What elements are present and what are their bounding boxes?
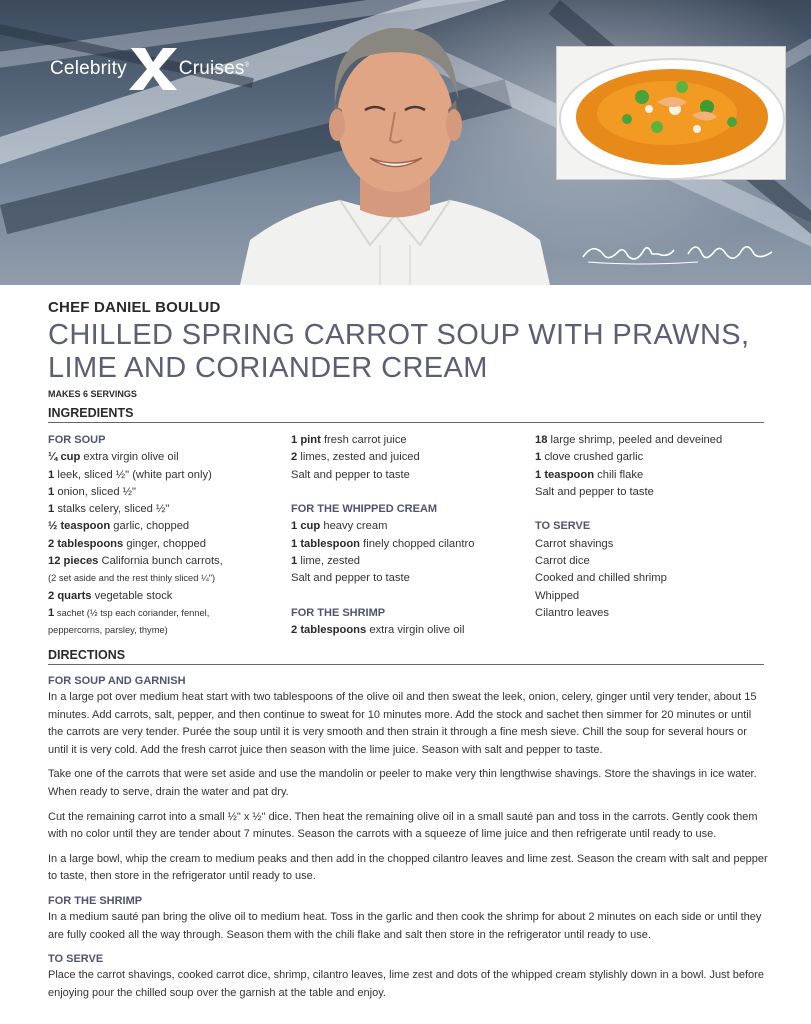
direction-paragraph: In a large bowl, whip the cream to medium peaks and then add in the chopped cilantro leaves and lime zest. Season the cream with salt and pepper to taste, then store in the refrigerator until ready to use. bbox=[48, 852, 768, 883]
ingredient-text: ginger, chopped bbox=[123, 537, 206, 550]
ingredient-quantity: 18 bbox=[535, 434, 548, 446]
directions-heading: DIRECTIONS bbox=[48, 648, 764, 665]
ingredient-line bbox=[291, 467, 521, 484]
directions-to-serve bbox=[48, 951, 768, 1002]
ingredient-line bbox=[535, 432, 775, 449]
ingredients-column-3 bbox=[535, 432, 775, 622]
ingredient-line bbox=[48, 570, 278, 587]
ingredient-quantity: 1 bbox=[48, 468, 55, 481]
soup-bowl-icon bbox=[557, 47, 786, 180]
ingredient-text: Salt and pepper to taste bbox=[291, 468, 410, 481]
ingredient-line bbox=[48, 449, 278, 466]
ingredient-text: finely chopped cilantro bbox=[360, 537, 475, 550]
ingredient-quantity: 2 quarts bbox=[48, 589, 92, 602]
ingredient-text: sachet (½ tsp each coriander, fennel, bbox=[54, 607, 210, 618]
soup-dish-photo bbox=[556, 46, 786, 180]
ingredient-text: stalks celery, sliced ½" bbox=[54, 503, 170, 516]
paragraphs-soup-and-garnish bbox=[48, 689, 768, 886]
ingredient-text: Carrot shavings bbox=[535, 537, 614, 550]
spacer bbox=[291, 484, 521, 501]
ingredient-text: leek, sliced ½" (white part only) bbox=[54, 468, 212, 481]
direction-paragraph: Cut the remaining carrot into a small ½" x ½" dice. Then heat the remaining olive oil in a small sauté pan and toss in the carrots. Gently cook them with no color until they are tender about 7 minutes. Season the carrots with a squeeze of lime juice and then refrigerate until ready to use. bbox=[48, 810, 758, 841]
ingredient-text: heavy cream bbox=[320, 520, 388, 533]
subheading-for-soup: FOR SOUP bbox=[48, 434, 106, 446]
ingredient-text: clove crushed garlic bbox=[541, 451, 644, 464]
ingredient-text: peppercorns, parsley, thyme) bbox=[48, 625, 168, 636]
spacer bbox=[291, 588, 521, 605]
directions-soup-garnish bbox=[48, 673, 768, 886]
ingredient-quantity: 1 bbox=[48, 503, 55, 516]
ingredient-line bbox=[535, 553, 775, 570]
ingredient-text: lime, zested bbox=[297, 555, 361, 568]
subheading-directions-to-serve: TO SERVE bbox=[48, 953, 104, 966]
ingredient-line bbox=[535, 449, 775, 466]
ingredient-quantity: 2 tablespoons bbox=[48, 537, 124, 550]
ingredient-quantity: 1 teaspoon bbox=[535, 468, 595, 481]
subheading-for-the-shrimp: FOR THE SHRIMP bbox=[48, 894, 143, 907]
recipe-title-line-1: CHILLED SPRING CARROT SOUP WITH PRAWNS, bbox=[48, 319, 750, 351]
direction-paragraph: In a medium sauté pan bring the olive oil to medium heat. Toss in the garlic and then cook the shrimp for about 2 minutes on each side or until they are fully cooked all the way through. Season them with the chili flake and salt then store in the refrigerator until ready to use. bbox=[48, 910, 762, 941]
ingredient-line bbox=[535, 484, 775, 501]
subheading-whipped-cream: FOR THE WHIPPED CREAM bbox=[291, 503, 438, 516]
chef-signature-image bbox=[578, 232, 778, 270]
logo-x-mark-icon bbox=[125, 44, 181, 94]
ingredient-line bbox=[48, 605, 278, 622]
ingredients-heading: INGREDIENTS bbox=[48, 406, 764, 423]
ingredient-quantity: 1 cup bbox=[291, 520, 321, 533]
ingredient-line bbox=[535, 605, 775, 622]
ingredient-line bbox=[48, 536, 278, 553]
ingredient-text: Cooked and chilled shrimp bbox=[535, 572, 667, 585]
ingredient-list-soup-continued bbox=[291, 432, 521, 484]
subheading-to-serve: TO SERVE bbox=[535, 520, 591, 533]
ingredient-line bbox=[291, 553, 521, 570]
ingredient-line bbox=[291, 622, 521, 639]
ingredient-line bbox=[291, 432, 521, 449]
paragraphs-to-serve bbox=[48, 967, 768, 1002]
hero-banner bbox=[0, 0, 811, 285]
paragraphs-shrimp bbox=[48, 909, 768, 944]
ingredient-text: Salt and pepper to taste bbox=[535, 485, 654, 498]
ingredient-line bbox=[291, 449, 521, 466]
ingredient-text: California bunch carrots, bbox=[98, 555, 223, 568]
ingredient-text: onion, sliced ½" bbox=[54, 485, 136, 498]
ingredient-list-shrimp bbox=[291, 622, 521, 639]
ingredient-quantity: 1 bbox=[48, 606, 55, 619]
direction-paragraph: In a large pot over medium heat start with two tablespoons of the olive oil and then sweat the leek, onion, celery, ginger until very tender, about 15 minutes. Add carrots, salt, pepper, and then continue to sweat for 10 minutes more. Add the stock and sachet then simmer for 20 minutes or until the carrots are very tender. Purée the soup until it is very smooth and then strain it through a fine mesh sieve. Chill the soup for several hours or until it is very cold. Add the fresh carrot juice then season with the lime juice. Season with salt and pepper to taste. bbox=[48, 691, 757, 756]
ingredient-line bbox=[535, 588, 775, 605]
spacer bbox=[535, 501, 775, 518]
subheading-shrimp: FOR THE SHRIMP bbox=[291, 606, 386, 619]
ingredient-line bbox=[291, 570, 521, 587]
ingredient-line bbox=[535, 467, 775, 484]
recipe-title bbox=[48, 319, 788, 385]
ingredient-list-whipped-cream bbox=[291, 518, 521, 587]
ingredients-column-2 bbox=[291, 432, 521, 640]
ingredient-quantity: 2 tablespoons bbox=[291, 624, 367, 637]
ingredient-text: Whipped bbox=[535, 589, 580, 602]
ingredient-text: Carrot dice bbox=[535, 555, 590, 568]
ingredient-text: (2 set aside and the rest thinly sliced ¼") bbox=[48, 573, 216, 584]
ingredient-quantity: 1 pint bbox=[291, 434, 321, 446]
ingredient-quantity: 12 pieces bbox=[48, 555, 99, 568]
ingredient-text: fresh carrot juice bbox=[320, 434, 407, 446]
ingredient-line bbox=[48, 484, 278, 501]
ingredient-line bbox=[48, 553, 278, 570]
ingredient-line bbox=[535, 536, 775, 553]
ingredient-text: large shrimp, peeled and deveined bbox=[547, 434, 723, 446]
celebrity-cruises-logo bbox=[50, 44, 249, 94]
chef-portrait-image bbox=[230, 10, 560, 285]
ingredient-line bbox=[48, 501, 278, 518]
chef-name: CHEF DANIEL BOULUD bbox=[48, 299, 221, 316]
ingredient-text: extra virgin olive oil bbox=[366, 624, 465, 637]
ingredient-line bbox=[291, 536, 521, 553]
ingredient-list-to-serve bbox=[535, 536, 775, 622]
ingredient-line bbox=[291, 518, 521, 535]
ingredient-line bbox=[48, 467, 278, 484]
logo-word-cruises: Cruises® bbox=[178, 58, 250, 79]
ingredient-line bbox=[48, 622, 278, 639]
ingredient-quantity: 1 bbox=[291, 555, 298, 568]
ingredient-list-soup bbox=[48, 449, 278, 639]
ingredient-list-shrimp-continued bbox=[535, 432, 775, 501]
directions-body bbox=[48, 673, 768, 1009]
subheading-soup-and-garnish: FOR SOUP AND GARNISH bbox=[48, 675, 186, 687]
ingredient-line bbox=[535, 570, 775, 587]
recipe-title-line-2: LIME AND CORIANDER CREAM bbox=[48, 352, 488, 384]
direction-paragraph: Place the carrot shavings, cooked carrot dice, shrimp, cilantro leaves, lime zest and dots of the whipped cream stylishly down in a bowl. Just before enjoying pour the chilled soup over the garnish at the table and enjoy. bbox=[48, 969, 764, 999]
ingredient-text: chili flake bbox=[594, 468, 644, 481]
ingredient-line bbox=[48, 588, 278, 605]
servings-label: MAKES 6 SERVINGS bbox=[48, 389, 137, 399]
ingredient-quantity: 1 tablespoon bbox=[291, 537, 360, 550]
ingredient-text: limes, zested and juiced bbox=[297, 451, 420, 464]
ingredient-quantity: ½ teaspoon bbox=[48, 520, 111, 533]
logo-word-celebrity: Celebrity bbox=[50, 58, 127, 79]
directions-shrimp bbox=[48, 893, 768, 944]
ingredient-text: extra virgin olive oil bbox=[80, 451, 179, 464]
ingredient-quantity: 1 bbox=[535, 451, 542, 464]
ingredient-quantity: 1 bbox=[48, 485, 55, 498]
ingredient-line bbox=[48, 518, 278, 535]
ingredients-column-1 bbox=[48, 432, 278, 640]
ingredient-text: garlic, chopped bbox=[110, 520, 190, 533]
ingredient-text: Cilantro leaves bbox=[535, 606, 609, 619]
ingredient-text: vegetable stock bbox=[91, 589, 173, 602]
direction-paragraph: Take one of the carrots that were set aside and use the mandolin or peeler to make very thin lengthwise shavings. Store the shavings in ice water. When ready to serve, drain the water and pat dry. bbox=[48, 768, 757, 798]
ingredient-quantity: 2 bbox=[291, 451, 298, 464]
ingredient-text: Salt and pepper to taste bbox=[291, 572, 410, 585]
ingredient-quantity: ¼ cup bbox=[48, 451, 81, 464]
